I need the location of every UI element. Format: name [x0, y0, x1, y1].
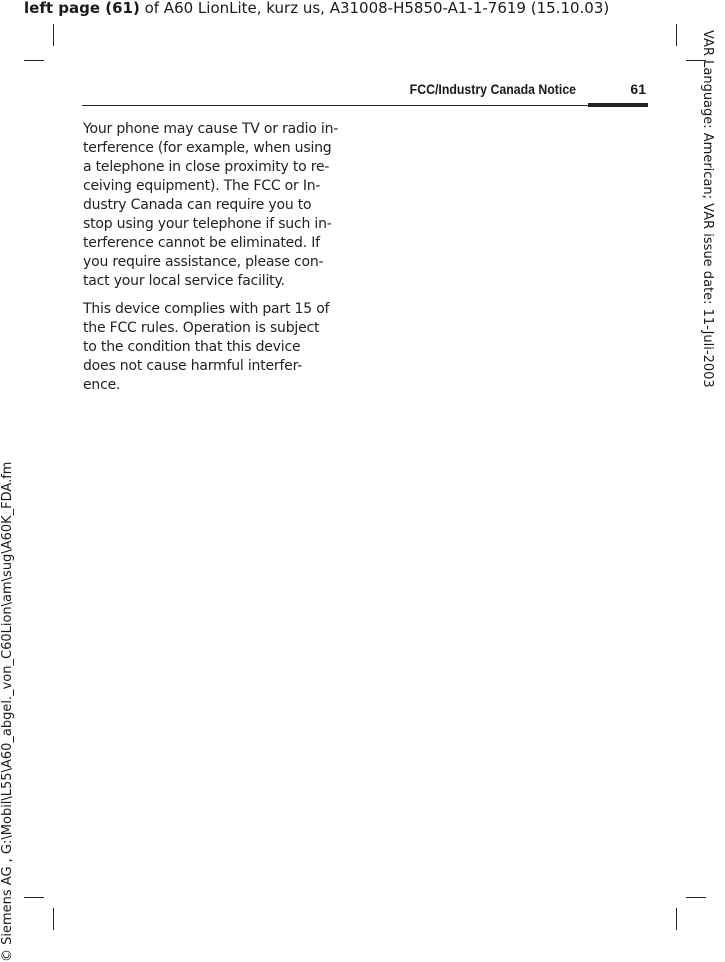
var-language-note: VAR Language: American; VAR issue date: 11-Juli-2003: [700, 30, 715, 388]
crop-mark: [53, 24, 54, 46]
text-line: the FCC rules. Operation is subject: [83, 320, 320, 336]
page-number: 61: [630, 81, 646, 97]
text-line: terference cannot be eliminated. If: [83, 235, 320, 251]
text-line: Your phone may cause TV or radio in-: [83, 121, 339, 137]
text-line: ceiving equipment). The FCC or In-: [83, 178, 321, 194]
text-line: dustry Canada can require you to: [83, 197, 312, 213]
text-line: stop using your telephone if such in-: [83, 216, 332, 232]
text-line: to the condition that this device: [83, 339, 301, 355]
body-text: [83, 120, 353, 404]
crop-mark: [53, 908, 54, 930]
page-header: [82, 80, 648, 106]
crop-mark: [24, 897, 44, 898]
print-slug-bold: left page (61): [24, 0, 140, 17]
crop-mark: [686, 897, 706, 898]
paragraph-compliance: [83, 300, 353, 395]
file-path-note: © Siemens AG , G:\Mobil\L55\A60_abgel._von_C60Lion\am\sug\A60K_FDA.fm: [0, 461, 15, 962]
text-line: ence.: [83, 377, 121, 393]
text-line: terference (for example, when using: [83, 140, 332, 156]
header-rule-accent: [588, 103, 648, 107]
text-line: This device complies with part 15 of: [83, 301, 330, 317]
text-line: a telephone in close proximity to re-: [83, 159, 330, 175]
page-title: FCC/Industry Canada Notice: [409, 81, 576, 97]
text-line: tact your local service facility.: [83, 273, 285, 289]
text-line: you require assistance, please con-: [83, 254, 324, 270]
crop-mark: [24, 60, 44, 61]
crop-mark: [676, 24, 677, 46]
text-line: does not cause harmful interfer-: [83, 358, 303, 374]
print-slug-rest: of A60 LionLite, kurz us, A31008-H5850-A1-1-7619 (15.10.03): [139, 0, 610, 17]
crop-mark: [676, 908, 677, 930]
header-rule: [82, 105, 648, 106]
print-slug: [24, 0, 609, 18]
paragraph-interference: [83, 120, 353, 291]
